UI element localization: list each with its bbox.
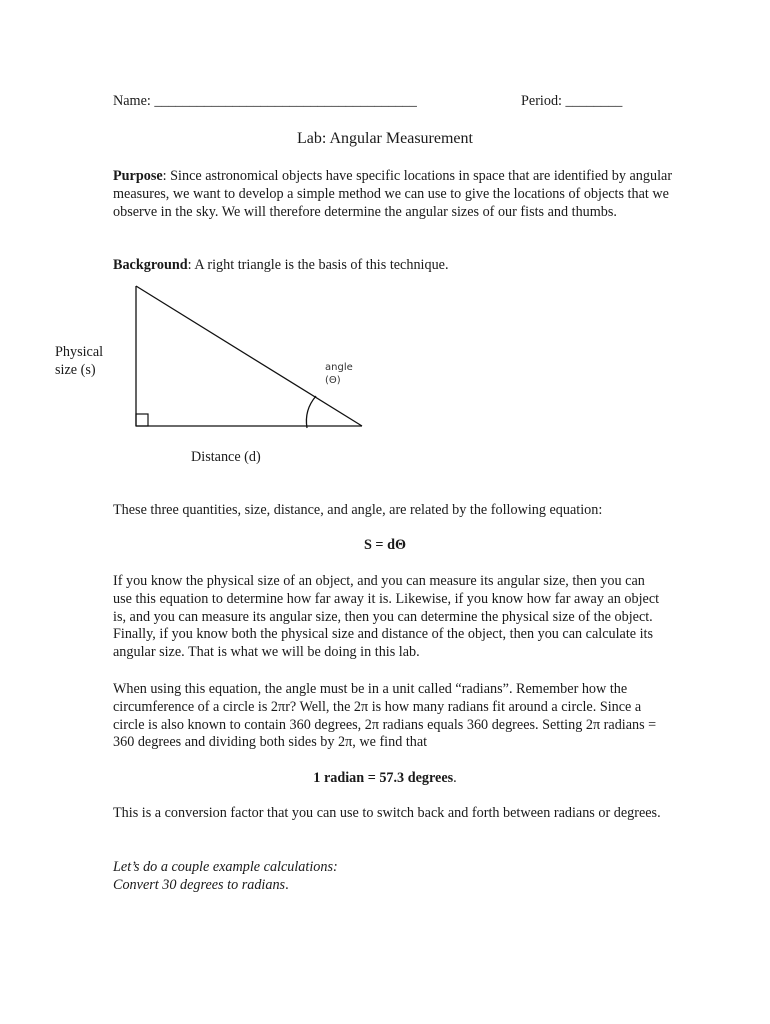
- page-title: Lab: Angular Measurement: [297, 130, 473, 147]
- conversion-note: This is a conversion factor that you can use to switch back and forth between radians or degrees.: [113, 805, 661, 821]
- relation-text: These three quantities, size, distance, and angle, are related by the following equation:: [113, 502, 603, 518]
- paragraph-2: When using this equation, the angle must be in a unit called “radians”. Remember how the circumference of a circle is 2πr? Well, the 2π is how many radians fit around a circle. Since a circle is also known to contain 360 degrees, 2π radians equals 360 degrees. Setting 2π radians = 360 degrees and dividing both sides by 2π, we find that: [113, 681, 657, 751]
- purpose-text: : Since astronomical objects have specific locations in space that are identified by angular measures, we want to develop a simple method we can use to give the locations of objects that we observe in the sky. We will therefore determine the angular sizes of our fists and thumbs.: [113, 168, 673, 220]
- paragraph-1: If you know the physical size of an object, and you can measure its angular size, then you can use this equation to determine how far away it is. Likewise, if you know how far away an object is, and you can measure its angular size, then you can determine the physical size of the object. Finally, if you know both the physical size and distance of the object, then you can calculate its angular size. That is what we will be doing in this lab.: [113, 573, 660, 661]
- period-label: Period:: [521, 93, 562, 109]
- example-task: Convert 30 degrees to radians.: [113, 876, 289, 893]
- purpose-label: Purpose: [113, 168, 163, 184]
- distance-label: Distance (d): [191, 449, 261, 465]
- example-block: [113, 859, 673, 895]
- name-blank: _____________________________________: [154, 93, 417, 109]
- triangle-hypotenuse: [136, 286, 362, 426]
- angle-label: angle (Θ): [325, 362, 353, 386]
- period-blank: ________: [565, 93, 623, 109]
- equation: S = dΘ: [364, 537, 406, 553]
- conversion-equation: 1 radian = 57.3 degrees.: [313, 770, 457, 786]
- right-angle-marker: [136, 414, 148, 426]
- angle-arc: [306, 396, 316, 428]
- background-label: Background: [113, 257, 188, 273]
- name-label: Name:: [113, 93, 151, 109]
- background-text: : A right triangle is the basis of this technique.: [187, 257, 449, 273]
- physical-size-label: Physical size (s): [55, 344, 104, 378]
- example-intro: Let’s do a couple example calculations:: [113, 859, 338, 875]
